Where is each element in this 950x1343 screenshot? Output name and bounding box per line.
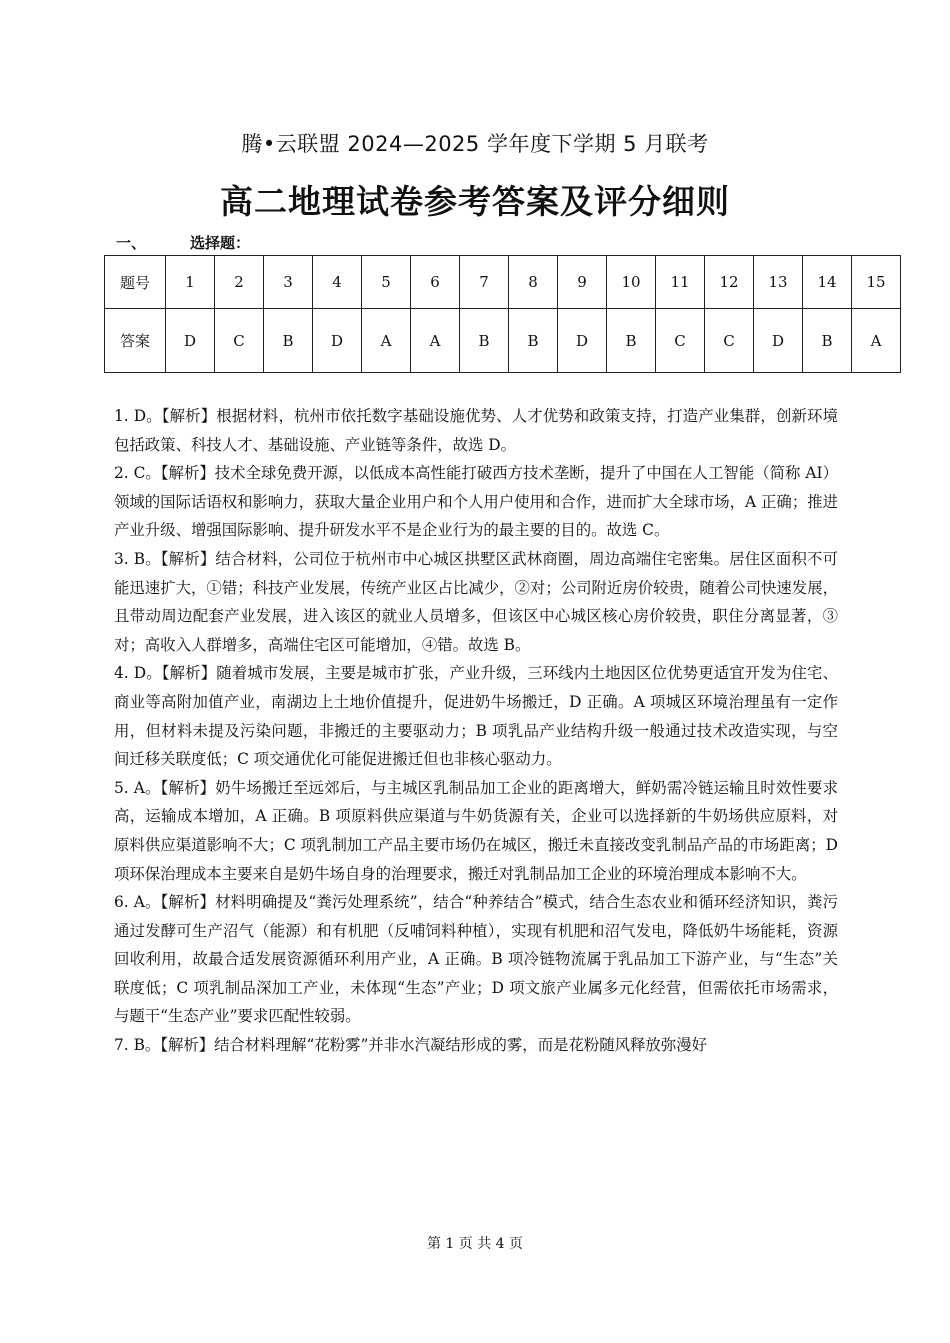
answer-cell: B (264, 309, 313, 373)
answer-cell: B (803, 309, 852, 373)
question-number-cell: 2 (215, 256, 264, 309)
answer-row (105, 309, 901, 373)
explanation-item: 6. A。【解析】材料明确提及“粪污处理系统”，结合“种养结合”模式，结合生态农业和循环经济知识，粪污通过发酵可生产沼气（能源）和有机肥（反哺饲料种植），实现有机肥和沼气发电，降低奶牛场能耗，资源回收利用，故最合适发展资源循环利用产业，A 正确。B 项冷链物流属于乳品加工下游产业，与“生态”关联度低；C 项乳制品深加工产业，未体现“生态”产业；D 项文旅产业属多元化经营，但需依托市场需求，与题干“生态产业”要求匹配性较弱。 (114, 893, 838, 1026)
answer-header: 答案 (105, 309, 166, 373)
answer-cell: B (509, 309, 558, 373)
answer-cell: B (607, 309, 656, 373)
page-title: 高二地理试卷参考答案及评分细则 (220, 182, 730, 221)
explanation-item: 5. A。【解析】奶牛场搬迁至远郊后，与主城区乳制品加工企业的距离增大，鲜奶需冷链运输且时效性要求高，运输成本增加，A 正确。B 项原料供应渠道与牛奶货源有关，企业可以选择新的牛奶场供应原料，对原料供应渠道影响不大；C 项乳制加工产品主要市场仍在城区，搬迁未直接改变乳制品产品的市场距离；D 项环保治理成本主要来自是奶牛场自身的治理要求，搬迁对乳制品加工企业的环境治理成本影响不大。 (114, 778, 838, 883)
answer-cell: C (656, 309, 705, 373)
explanation-list (114, 402, 838, 1060)
answer-cell: C (705, 309, 754, 373)
question-number-cell: 6 (411, 256, 460, 309)
question-number-row (105, 256, 901, 309)
question-number-cell: 15 (852, 256, 901, 309)
question-number-cell: 9 (558, 256, 607, 309)
answer-cell: D (166, 309, 215, 373)
answer-cell: A (411, 309, 460, 373)
answer-cell: A (852, 309, 901, 373)
question-number-cell: 8 (509, 256, 558, 309)
answer-cell: D (558, 309, 607, 373)
answer-cell: B (460, 309, 509, 373)
question-number-cell: 14 (803, 256, 852, 309)
explanation-item: 3. B。【解析】结合材料，公司位于杭州市中心城区拱墅区武林商圈，周边高端住宅密集。居住区面积不可能迅速扩大，①错；科技产业发展，传统产业区占比减少，②对；公司附近房价较贵，随着公司快速发展，且带动周边配套产业发展，进入该区的就业人员增多，但该区中心城区核心房价较贵，职住分离显著，③对；高收入人群增多，高端住宅区可能增加，④错。故选 B。 (114, 549, 838, 654)
question-number-cell: 11 (656, 256, 705, 309)
question-number-cell: 1 (166, 256, 215, 309)
section-number: 一、 (116, 234, 147, 252)
explanation-item: 7. B。【解析】结合材料理解“花粉雾”并非水汽凝结形成的雾，而是花粉随风释放弥漫好 (114, 1036, 707, 1055)
question-number-header: 题号 (105, 256, 166, 309)
question-number-cell: 10 (607, 256, 656, 309)
question-number-cell: 5 (362, 256, 411, 309)
explanation-item: 1. D。【解析】根据材料，杭州市依托数字基础设施优势、人才优势和政策支持，打造产业集群，创新环境包括政策、科技人才、基础设施、产业链等条件，故选 D。 (114, 407, 838, 454)
answer-cell: C (215, 309, 264, 373)
section-heading (116, 232, 250, 253)
answer-cell: D (313, 309, 362, 373)
answer-cell: A (362, 309, 411, 373)
answer-cell: D (754, 309, 803, 373)
explanation-item: 2. C。【解析】技术全球免费开源，以低成本高性能打破西方技术垄断，提升了中国在人工智能（简称 AI）领域的国际话语权和影响力，获取大量企业用户和个人用户使用和合作，进而扩大全球市场，A 正确；推进产业升级、增强国际影响、提升研发水平不是企业行为的最主要的目的。故选 C。 (114, 464, 838, 540)
page-footer: 第 1 页 共 4 页 (426, 1236, 524, 1252)
question-number-cell: 13 (754, 256, 803, 309)
question-number-cell: 3 (264, 256, 313, 309)
question-number-cell: 4 (313, 256, 362, 309)
exam-header: 腾•云联盟 2024—2025 学年度下学期 5 月联考 (241, 132, 709, 156)
section-label: 选择题： (190, 234, 251, 252)
question-number-cell: 12 (705, 256, 754, 309)
question-number-cell: 7 (460, 256, 509, 309)
explanation-item: 4. D。【解析】随着城市发展，主要是城市扩张，产业升级，三环线内土地因区位优势更适宜开发为住宅、商业等高附加值产业，南湖边上土地价值提升，促进奶牛场搬迁，D 正确。A 项城区环境治理虽有一定作用，但材料未提及污染问题，非搬迁的主要驱动力；B 项乳品产业结构升级一般通过技术改造实现，与空间迁移关联度低；C 项交通优化可能促进搬迁但也非核心驱动力。 (114, 664, 838, 769)
answer-table (104, 255, 901, 373)
